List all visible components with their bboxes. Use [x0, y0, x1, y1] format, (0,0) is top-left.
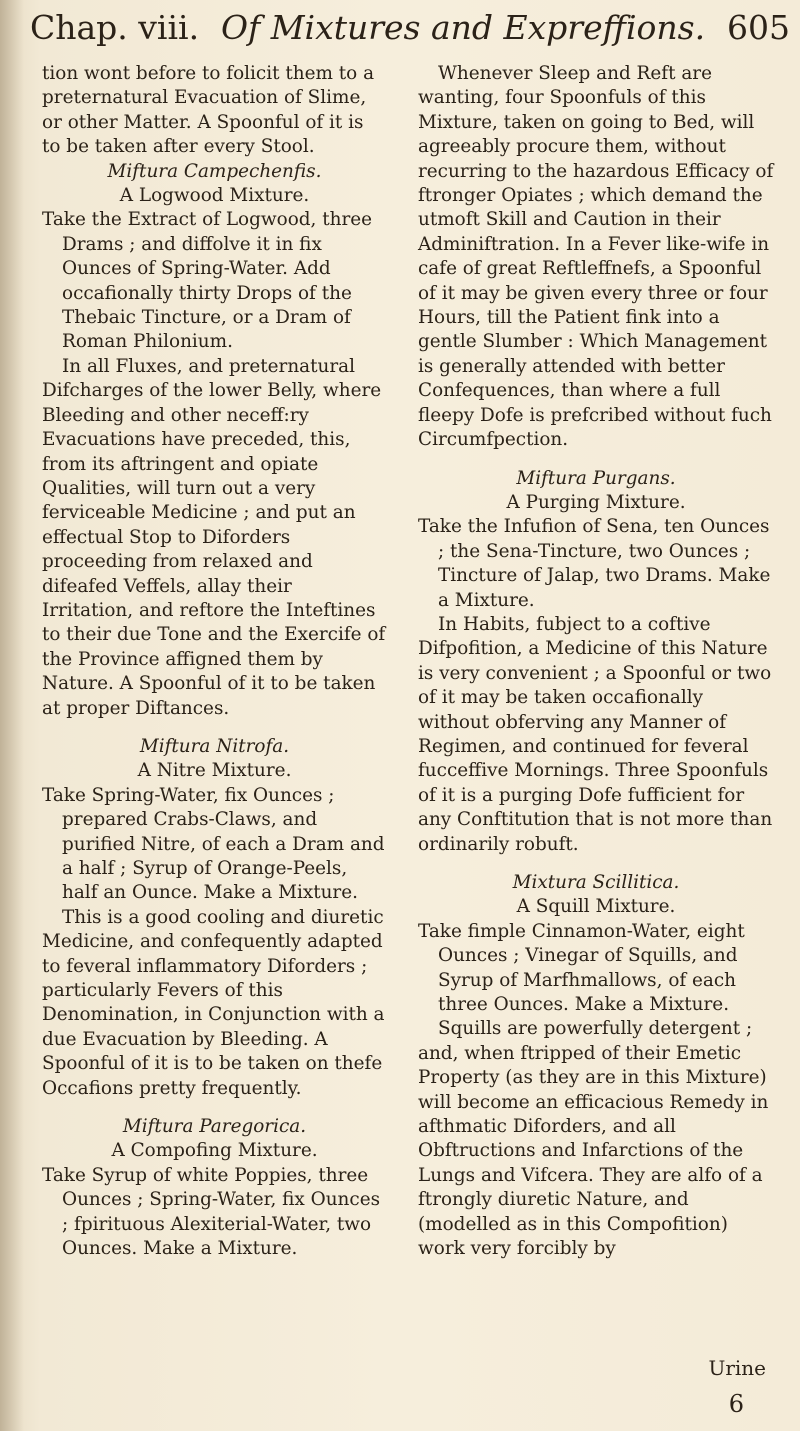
recipe-latin-title: Miftura Paregorica. — [122, 1116, 307, 1138]
paragraph: This is a good cooling and diuretic Medicine, and confequently adapted to feveral inflammatory Diforders ; particularly Fevers of this Denomination, in Conjunction with a due Evacuation by Bleeding. A Spoonful of it is to be taken on thefe Occafions pretty frequently. — [42, 906, 385, 1099]
header-title: Of Mixtures and Expreffions. — [220, 8, 706, 47]
recipe-english-title: A Nitre Mixture. — [137, 760, 292, 782]
paragraph: In all Fluxes, and preternatural Difcharges of the lower Belly, where Bleeding and other neceff:ry Evacuations have preceded, this, from its aftringent and opiate Qualities, will turn out a very ferviceable Medicine ; and put an effectual Stop to Diforders proceeding from relaxed and difeafed Veffels, allay their Irritation, and reftore the Inteftines to their due Tone and the Exercife of the Province affigned them by Nature. A Spoonful of it to be taken at proper Diftances. — [42, 355, 386, 719]
signature-mark: 6 — [728, 1390, 744, 1418]
recipe-english-title: A Logwood Mixture. — [119, 185, 310, 207]
recipe-english-title: A Squill Mixture. — [516, 896, 676, 918]
recipe-text: Take the Infufion of Sena, ten Ounces ; the Sena-Tincture, two Ounces ; Tincture of Jalap, two Drams. Make a Mixture. — [418, 516, 771, 611]
recipe-text: Take the Extract of Logwood, three Drams ; and diffolve it in fix Ounces of Spring-Water. Add occafionally thirty Drops of the Thebaic Tincture, or a Dram of Roman Philonium. — [42, 209, 373, 353]
paragraph: In Habits, fubject to a coftive Difpofition, a Medicine of this Nature is very convenient ; a Spoonful or two of it may be taken occafionally without obferving any Manner of Regimen, and continued for feveral fucceffive Mornings. Three Spoonfuls of it is a purging Dofe fufficient for any Conftitution that is not more than ordinarily robuft. — [418, 613, 773, 855]
recipe-english-title: A Compofing Mixture. — [111, 1140, 318, 1162]
catchword: Urine — [708, 1356, 766, 1380]
left-column — [42, 62, 387, 1262]
recipe-text: Take Syrup of white Poppies, three Ounces ; Spring-Water, fix Ounces ; fpirituous Alexiterial-Water, two Ounces. Make a Mixture. — [42, 1164, 381, 1260]
paragraph: Whenever Sleep and Reft are wanting, four Spoonfuls of this Mixture, taken on going to Bed, will agreeably procure them, without recurring to the hazardous Efficacy of ftronger Opiates ; which demand the utmoft Skill and Caution in their Adminiftration. In a Fever like-wife in cafe of great Reftleffnefs, a Spoonful of it may be given every three or four Hours, till the Patient fink into a gentle Slumber : Which Management is generally attended with better Confequences, than where a full fleepy Dofe is prefcribed without fuch Circumfpection. — [418, 63, 774, 451]
recipe-latin-title: Miftura Nitrofa. — [139, 735, 290, 757]
page-number: 605 — [727, 8, 790, 47]
recipe-latin-title: Mixtura Scillitica. — [512, 872, 680, 893]
running-header — [30, 8, 790, 54]
right-column — [418, 62, 774, 1262]
paragraph: tion wont before to folicit them to a preternatural Evacuation of Slime, or other Matter. A Spoonful of it is to be taken after every Stool. — [42, 63, 375, 158]
recipe-latin-title: Miftura Purgans. — [516, 467, 676, 489]
gutter-shadow — [0, 0, 24, 1431]
chapter-label: Chap. viii. — [30, 8, 200, 47]
recipe-english-title: A Purging Mixture. — [506, 491, 686, 513]
recipe-text: Take Spring-Water, fix Ounces ; prepared Crabs-Claws, and purified Nitre, of each a Dram and a half ; Syrup of Orange-Peels, half an Ounce. Make a Mixture. — [42, 784, 385, 904]
paragraph: Squills are powerfully detergent ; and, when ftripped of their Emetic Property (as they are in this Mixture) will become an efficacious Remedy in afthmatic Diforders, and all Obftructions and Infarctions of the Lungs and Vifcera. They are alfo of a ftrongly diuretic Nature, and (modelled as in this Compofition) work very forcibly by — [418, 1018, 769, 1260]
recipe-text: Take fimple Cinnamon-Water, eight Ounces ; Vinegar of Squills, and Syrup of Marfhmallows, of each three Ounces. Make a Mixture. — [418, 920, 745, 1016]
recipe-latin-title: Miftura Campechenfis. — [107, 160, 322, 182]
